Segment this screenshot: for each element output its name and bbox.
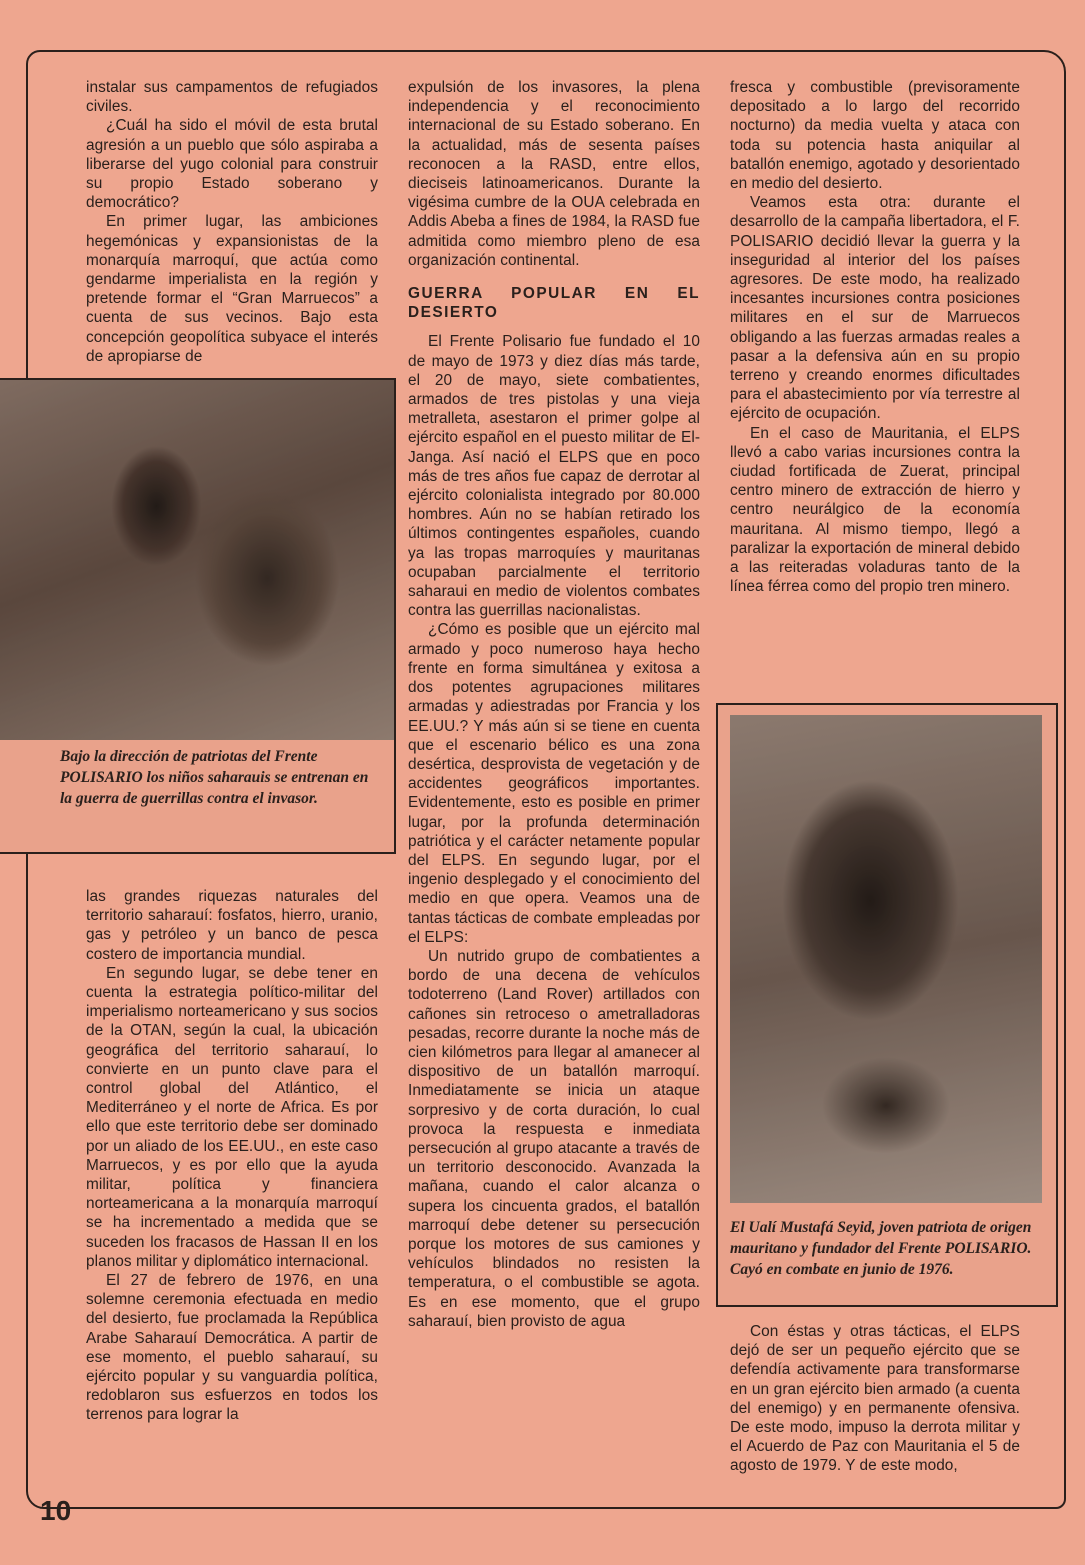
column-3-top	[730, 78, 1020, 596]
photo-el-uali	[716, 703, 1058, 1307]
photo-children-image	[0, 380, 394, 740]
column-3-bottom	[730, 1322, 1020, 1476]
page-number: 10	[40, 1495, 72, 1526]
paragraph: Un nutrido grupo de combatientes a bordo de una decena de vehículos todoterreno (Land Rover) artillados con cañones sin retroceso o ametralladoras pesadas, recorre durante la noche más de cien kilómetros para llegar al amanecer al dispositivo de un batallón marroquí. Inmediatamente se inicia un ataque sorpresivo y de corta duración, lo cual provoca la respuesta e inmediata persecución al grupo atacante a través de un territorio desconocido. Avanzada la mañana, cuando el calor alcanza o supera los cincuenta grados, el batallón marroquí debe detener su persecución porque los motores de sus camiones y vehículos blindados no resisten la temperatura, o el combustible se agota. Es en ese momento, que el grupo saharauí, bien provisto de agua	[408, 947, 700, 1330]
paragraph: ¿Cuál ha sido el móvil de esta brutal agresión a un pueblo que sólo aspiraba a liberarse del yugo colonial para construir su propio Estado soberano y democrático?	[86, 117, 378, 212]
photo-children-training	[0, 378, 396, 854]
column-2-intro	[408, 78, 700, 270]
paragraph: fresca y combustible (previsoramente depositado a lo largo del recorrido nocturno) da media vuelta y ataca con toda su potencia hasta aniquilar al batallón enemigo, agotado y desorientado en medio del desierto.	[730, 79, 1020, 193]
column-1-bottom	[86, 887, 378, 1425]
paragraph: ¿Cómo es posible que un ejército mal armado y poco numeroso haya hecho frente en forma simultánea y exitosa a dos potentes agrupaciones militares armadas y adiestradas por Francia y los EE.UU.? Y más aún si se tiene en cuenta que el escenario bélico es una zona desértica, desprovista de vegetación y de accidentes geográficos importantes. Evidentemente, esto es posible en primer lugar, por la profunda determinación patriótica y el carácter netamente popular del ELPS. En segundo lugar, por el ingenio desplegado y el conocimiento del medio en que opera. Veamos una de tantas tácticas de combate empleadas por el ELPS:	[408, 621, 700, 946]
paragraph: Con éstas y otras tácticas, el ELPS dejó de ser un pequeño ejército que se defendía activamente para transformarse en un gran ejército bien armado (a cuenta del enemigo) y en permanente ofensiva. De este modo, impuso la derrota militar y el Acuerdo de Paz con Mauritania el 5 de agosto de 1979. Y de este modo,	[730, 1323, 1020, 1475]
photo-el-uali-caption: El Ualí Mustafá Seyid, joven patriota de origen mauritano y fundador del Frente POLISARIO. Cayó en combate en junio de 1976.	[730, 1219, 1032, 1278]
paragraph: las grandes riquezas naturales del territorio saharauí: fosfatos, hierro, uranio, gas y petróleo y un banco de pesca costero de importancia mundial.	[86, 888, 378, 963]
paragraph: En primer lugar, las ambiciones hegemónicas y expansionistas de la monarquía marroquí, que actúa como gendarme imperialista en la región y pretende formar el “Gran Marruecos” a cuenta de sus vecinos. Bajo esta concepción geopolítica subyace el interés de apropiarse de	[86, 213, 378, 365]
paragraph: instalar sus campamentos de refugiados civiles.	[86, 79, 378, 116]
column-2	[408, 78, 700, 1331]
paragraph: El 27 de febrero de 1976, en una solemne ceremonia efectuada en medio del desierto, fue proclamada la República Arabe Saharauí Democrática. A partir de ese momento, el pueblo saharauí, su ejército popular y su vanguardia política, redoblaron sus esfuerzos en todos los terrenos para lograr la	[86, 1272, 378, 1424]
section-heading: GUERRA POPULAR EN EL DESIERTO	[408, 285, 700, 322]
column-1-top	[86, 78, 378, 366]
paragraph: Veamos esta otra: durante el desarrollo de la campaña libertadora, el F. POLISARIO decidió llevar la guerra y la inseguridad al interior del los países agresores. De este modo, ha realizado incesantes incursiones contra posiciones militares en el sur de Marruecos obligando a las fuerzas armadas reales a pasar a la defensiva aún en su propio terreno y creando enormes dificultades para el abastecimiento por vía terrestre al ejército de ocupación.	[730, 194, 1020, 423]
paragraph: En el caso de Mauritania, el ELPS llevó a cabo varias incursiones contra la ciudad fortificada de Zuerat, principal centro minero de extracción de hierro y centro neurálgico de la economía mauritana. Al mismo tiempo, llegó a paralizar la exportación de mineral debido a las reiteradas voladuras tanto de la línea férrea como del propio tren minero.	[730, 424, 1020, 596]
paragraph: En segundo lugar, se debe tener en cuenta la estrategia político-militar del imperialismo norteamericano y sus socios de la OTAN, según la cual, la ubicación geográfica del territorio saharauí, lo convierte en un punto clave para el control global del Atlántico, el Mediterráneo y el norte de Africa. Es por ello que este territorio debe ser dominado por un aliado de los EE.UU., en este caso Marruecos, y es por ello que la ayuda militar, política y financiera norteamericana a la monarquía marroquí se ha incrementado a medida que se suceden los fracasos de Hassan II en los planos militar y diplomático internacional.	[86, 964, 378, 1270]
column-2-body	[408, 332, 700, 1331]
paragraph: El Frente Polisario fue fundado el 10 de mayo de 1973 y diez días más tarde, el 20 de mayo, siete combatientes, armados de tres pistolas y una vieja metralleta, asestaron el primer golpe al ejército español en el puesto militar de El-Janga. Así nació el ELPS que en poco más de tres años fue capaz de derrotar al ejército colonialista integrado por 80.000 hombres. Aún no se habían retirado los últimos contingentes españoles, cuando ya las tropas marroquíes y mauritanas ocupaban parcialmente el territorio saharaui en medio de violentos combates contra las guerrillas nacionalistas.	[408, 333, 700, 620]
photo-children-caption: Bajo la dirección de patriotas del Frente POLISARIO los niños saharauis se entrenan en la guerra de guerrillas contra el invasor.	[60, 748, 369, 807]
photo-el-uali-image	[730, 715, 1042, 1203]
paragraph: expulsión de los invasores, la plena independencia y el reconocimiento internacional de su Estado soberano. En la actualidad, más de sesenta países reconocen a la RASD, entre ellos, dieciseis latinoamericanos. Durante la vigésima cumbre de la OUA celebrada en Addis Abeba a fines de 1984, la RASD fue admitida como miembro pleno de esa organización continental.	[408, 79, 700, 269]
